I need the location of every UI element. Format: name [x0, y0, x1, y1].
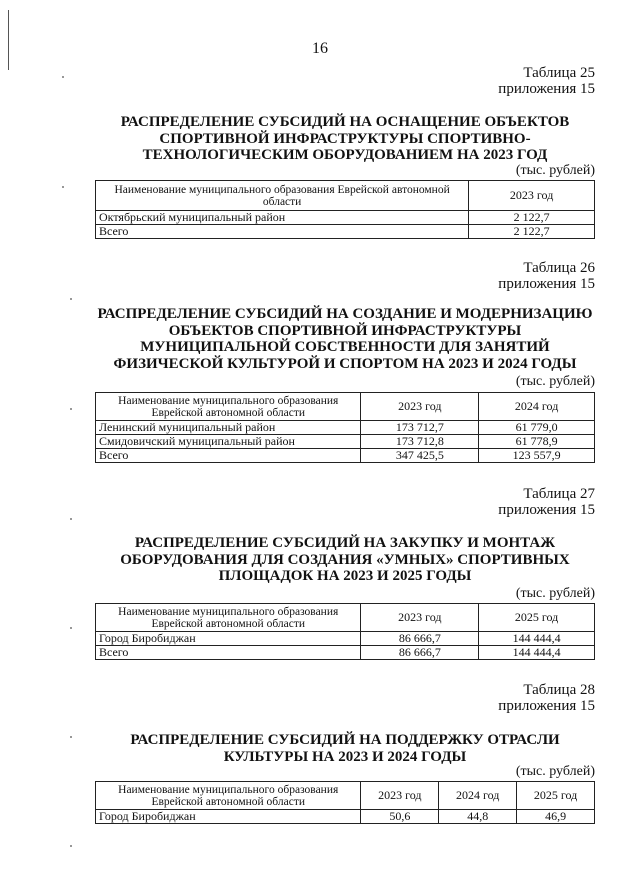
table-label	[498, 65, 595, 97]
data-table	[95, 603, 595, 660]
page-number: 16	[312, 40, 328, 57]
scan-speck	[70, 845, 72, 847]
header-year: 2025 год	[479, 604, 595, 632]
row-value: 44,8	[439, 810, 517, 824]
table-row	[96, 211, 595, 225]
table-label	[498, 260, 595, 292]
data-table	[95, 781, 595, 824]
header-year: 2024 год	[439, 782, 517, 810]
row-value: 2 122,7	[469, 211, 595, 225]
row-name: Октябрьский муниципальный район	[96, 211, 469, 225]
title-line: ТЕХНОЛОГИЧЕСКИМ ОБОРУДОВАНИЕМ НА 2023 ГОД	[142, 147, 548, 163]
table-row	[96, 646, 595, 660]
row-name: Смидовичский муниципальный район	[96, 435, 361, 449]
table-title	[95, 732, 595, 765]
row-value: 144 444,4	[479, 632, 595, 646]
title-line: РАСПРЕДЕЛЕНИЕ СУБСИДИЙ НА СОЗДАНИЕ И МОДЕРНИЗАЦИЮ	[97, 306, 593, 322]
table-number: Таблица 27	[523, 486, 595, 502]
table-row	[96, 810, 595, 824]
table-row	[96, 225, 595, 239]
header-name: Наименование муниципального образования Еврейской автономной области	[96, 393, 361, 421]
header-year: 2023 год	[469, 181, 595, 211]
header-name: Наименование муниципального образования Еврейской автономной области	[96, 604, 361, 632]
title-line: СПОРТИВНОЙ ИНФРАСТРУКТУРЫ СПОРТИВНО-	[159, 130, 531, 147]
table-title	[95, 306, 595, 372]
table-number: Таблица 25	[523, 65, 595, 81]
appendix-ref: приложения 15	[498, 276, 595, 292]
header-year: 2023 год	[361, 782, 439, 810]
scan-speck	[70, 518, 72, 520]
unit-label: (тыс. рублей)	[515, 586, 595, 601]
title-line: РАСПРЕДЕЛЕНИЕ СУБСИДИЙ НА ПОДДЕРЖКУ ОТРАСЛИ	[130, 732, 560, 748]
title-line: МУНИЦИПАЛЬНОЙ СОБСТВЕННОСТИ ДЛЯ ЗАНЯТИЙ	[140, 339, 550, 355]
table-number: Таблица 28	[523, 682, 595, 698]
row-value: 173 712,8	[361, 435, 479, 449]
table-row	[96, 449, 595, 463]
unit-label: (тыс. рублей)	[515, 764, 595, 779]
title-line: ОБЪЕКТОВ СПОРТИВНОЙ ИНФРАСТРУКТУРЫ	[168, 322, 522, 339]
scan-speck	[70, 298, 72, 300]
scan-speck	[70, 408, 72, 410]
row-value: 86 666,7	[361, 646, 479, 660]
title-line: РАСПРЕДЕЛЕНИЕ СУБСИДИЙ НА ЗАКУПКУ И МОНТАЖ	[134, 535, 556, 551]
row-value: 46,9	[517, 810, 595, 824]
header-year: 2023 год	[361, 604, 479, 632]
scan-speck	[62, 76, 64, 78]
appendix-ref: приложения 15	[498, 698, 595, 714]
row-name: Ленинский муниципальный район	[96, 421, 361, 435]
row-value: 2 122,7	[469, 225, 595, 239]
table-row	[96, 421, 595, 435]
title-line: КУЛЬТУРЫ НА 2023 И 2024 ГОДЫ	[223, 748, 467, 765]
data-table	[95, 392, 595, 463]
scan-speck	[70, 736, 72, 738]
scan-speck	[70, 627, 72, 629]
row-name: Всего	[96, 449, 361, 463]
row-name: Всего	[96, 225, 469, 239]
title-line: ПЛОЩАДОК НА 2023 И 2025 ГОДЫ	[218, 568, 472, 584]
table-row	[96, 435, 595, 449]
unit-label: (тыс. рублей)	[515, 163, 595, 178]
appendix-ref: приложения 15	[498, 81, 595, 97]
table-label	[498, 682, 595, 714]
title-line: РАСПРЕДЕЛЕНИЕ СУБСИДИЙ НА ОСНАЩЕНИЕ ОБЪЕКТОВ	[120, 114, 570, 130]
header-name: Наименование муниципального образования Еврейской автономной области	[96, 782, 361, 810]
title-line: ОБОРУДОВАНИЯ ДЛЯ СОЗДАНИЯ «УМНЫХ» СПОРТИВНЫХ	[120, 551, 570, 568]
appendix-ref: приложения 15	[498, 502, 595, 518]
row-name: Город Биробиджан	[96, 632, 361, 646]
row-value: 50,6	[361, 810, 439, 824]
table-row	[96, 632, 595, 646]
row-name: Город Биробиджан	[96, 810, 361, 824]
row-value: 61 778,9	[479, 435, 595, 449]
row-value: 347 425,5	[361, 449, 479, 463]
row-value: 123 557,9	[479, 449, 595, 463]
header-year: 2024 год	[479, 393, 595, 421]
data-table	[95, 180, 595, 239]
row-value: 173 712,7	[361, 421, 479, 435]
table-title	[95, 535, 595, 585]
header-year: 2023 год	[361, 393, 479, 421]
scan-speck	[62, 186, 64, 188]
row-name: Всего	[96, 646, 361, 660]
row-value: 144 444,4	[479, 646, 595, 660]
title-line: ФИЗИЧЕСКОЙ КУЛЬТУРОЙ И СПОРТОМ НА 2023 И 2024 ГОДЫ	[113, 355, 577, 372]
table-number: Таблица 26	[523, 260, 595, 276]
header-year: 2025 год	[517, 782, 595, 810]
table-label	[498, 486, 595, 518]
header-name: Наименование муниципального образования Еврейской автономной области	[96, 181, 469, 211]
table-title	[95, 114, 595, 164]
unit-label: (тыс. рублей)	[515, 374, 595, 389]
row-value: 61 779,0	[479, 421, 595, 435]
row-value: 86 666,7	[361, 632, 479, 646]
